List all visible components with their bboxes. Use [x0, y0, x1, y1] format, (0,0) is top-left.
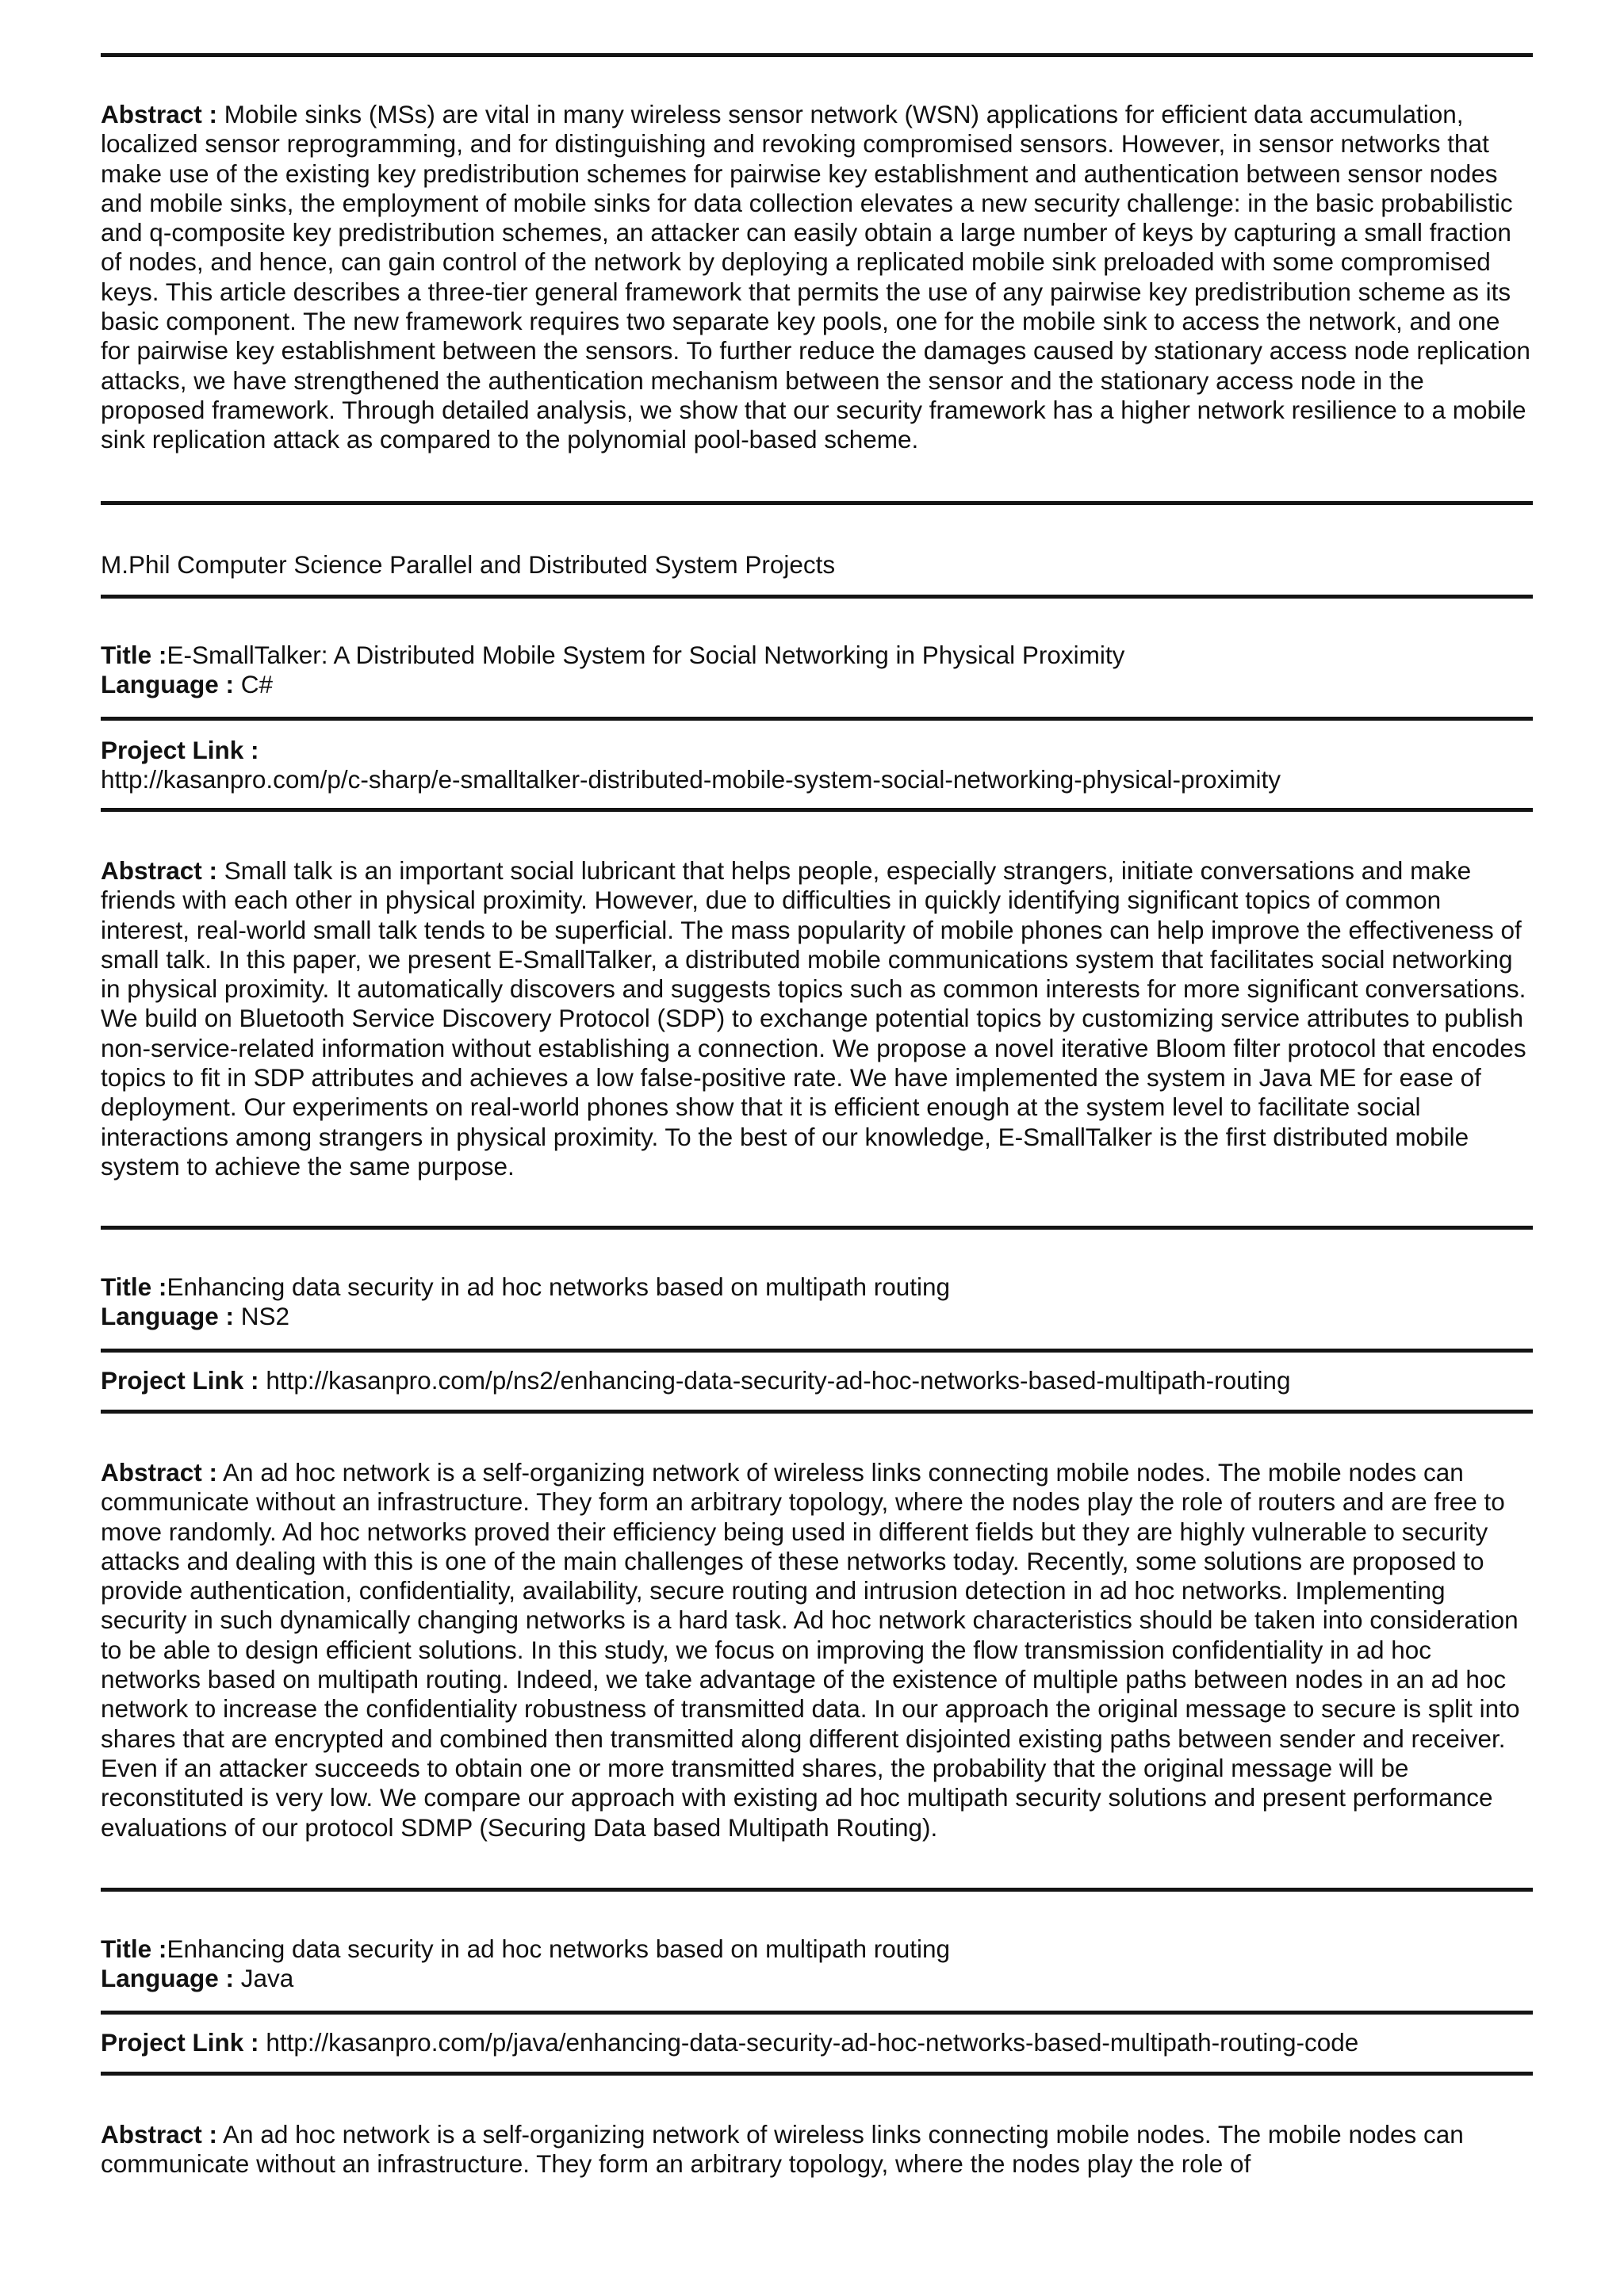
- abstract-block: [101, 2120, 1533, 2179]
- abstract-label: Abstract :: [101, 100, 218, 128]
- project-title: Enhancing data security in ad hoc networks based on multipath routing: [167, 1272, 951, 1301]
- language-label: Language :: [101, 1964, 235, 1993]
- category-heading: M.Phil Computer Science Parallel and Distributed System Projects: [101, 550, 836, 579]
- divider: [101, 595, 1533, 599]
- title-label: Title :: [101, 1934, 167, 1963]
- abstract-label: Abstract :: [101, 1458, 218, 1487]
- language-line: [101, 1302, 1533, 1331]
- title-line: [101, 1272, 1533, 1302]
- divider: [101, 501, 1533, 505]
- language-value: NS2: [240, 1302, 290, 1331]
- language-value: C#: [240, 670, 274, 699]
- title-label: Title :: [101, 641, 167, 669]
- divider: [101, 1888, 1533, 1892]
- language-line: [101, 1964, 1533, 1993]
- abstract-block: [101, 856, 1533, 1181]
- title-block: [101, 1272, 1533, 1332]
- abstract-text: Mobile sinks (MSs) are vital in many wireless sensor network (WSN) applications for efficient data accumulation, localized sensor reprogramming, and for distinguishing and revoking compromised sensors. However, in sensor networks that make use of the existing key predistribution schemes for pairwise key establishment and authentication between sensor nodes and mobile sinks, the employment of mobile sinks for data collection elevates a new security challenge: in the basic probabilistic and q-composite key predistribution schemes, an attacker can easily obtain a large number of keys by capturing a small fraction of nodes, and hence, can gain control of the network by deploying a replicated mobile sink preloaded with some compromised keys. This article describes a three-tier general framework that permits the use of any pairwise key predistribution scheme as its basic component. The new framework requires two separate key pools, one for the mobile sink to access the network, and one for pairwise key establishment between the sensors. To further reduce the damages caused by stationary access node replication attacks, we have strengthened the authentication mechanism between the sensor and the stationary access node in the proposed framework. Through detailed analysis, we show that our security framework has a higher network resilience to a mobile sink replication attack as compared to the polynomial pool-based scheme.: [101, 100, 1530, 454]
- project-link-label: Project Link :: [101, 2028, 259, 2057]
- project-link-block: [101, 1366, 1533, 1395]
- divider: [101, 2072, 1533, 2076]
- title-block: [101, 641, 1533, 700]
- abstract-block: [101, 1458, 1533, 1843]
- abstract-label: Abstract :: [101, 856, 218, 885]
- title-line: [101, 641, 1533, 670]
- language-label: Language :: [101, 670, 235, 699]
- project-link[interactable]: http://kasanpro.com/p/c-sharp/e-smalltalker-distributed-mobile-system-social-networking-physical-proximity: [101, 765, 1281, 794]
- divider: [101, 1226, 1533, 1230]
- language-label: Language :: [101, 1302, 235, 1331]
- project-link[interactable]: http://kasanpro.com/p/java/enhancing-data-security-ad-hoc-networks-based-multipath-routing-code: [266, 2028, 1359, 2057]
- project-link-label: Project Link :: [101, 736, 259, 764]
- abstract-label: Abstract :: [101, 2120, 218, 2149]
- project-link-block: [101, 736, 1533, 795]
- project-title: Enhancing data security in ad hoc networks based on multipath routing: [167, 1934, 951, 1963]
- divider: [101, 1349, 1533, 1353]
- project-link-label: Project Link :: [101, 1366, 259, 1395]
- abstract-text: An ad hoc network is a self-organizing network of wireless links connecting mobile nodes. The mobile nodes can communicate without an infrastructure. They form an arbitrary topology, where the nodes play the role of routers and are free to move randomly. Ad hoc networks proved their efficiency being used in different fields but they are highly vulnerable to security attacks and dealing with this is one of the main challenges of these networks today. Recently, some solutions are proposed to provide authentication, confidentiality, availability, secure routing and intrusion detection in ad hoc networks. Implementing security in such dynamically changing networks is a hard task. Ad hoc network characteristics should be taken into consideration to be able to design efficient solutions. In this study, we focus on improving the flow transmission confidentiality in ad hoc networks based on multipath routing. Indeed, we take advantage of the existence of multiple paths between nodes in an ad hoc network to increase the confidentiality robustness of transmitted data. In our approach the original message to secure is split into shares that are encrypted and combined then transmitted along different disjointed existing paths between sender and receiver. Even if an attacker succeeds to obtain one or more transmitted shares, the probability that the original message will be reconstituted is very low. We compare our approach with existing ad hoc multipath security solutions and present performance evaluations of our protocol SDMP (Securing Data based Multipath Routing).: [101, 1458, 1520, 1842]
- title-label: Title :: [101, 1272, 167, 1301]
- abstract-text: An ad hoc network is a self-organizing network of wireless links connecting mobile nodes. The mobile nodes can communicate without an infrastructure. They form an arbitrary topology, where the nodes play the role of: [101, 2120, 1464, 2179]
- project-title: E-SmallTalker: A Distributed Mobile System for Social Networking in Physical Proximity: [167, 641, 1125, 669]
- project-link-block: [101, 2028, 1533, 2057]
- divider: [101, 808, 1533, 812]
- divider: [101, 53, 1533, 57]
- divider: [101, 1410, 1533, 1414]
- abstract-text: Small talk is an important social lubricant that helps people, especially strangers, initiate conversations and make friends with each other in physical proximity. However, due to difficulties in quickly identifying significant topics of common interest, real-world small talk tends to be superficial. The mass popularity of mobile phones can help improve the effectiveness of small talk. In this paper, we present E-SmallTalker, a distributed mobile communications system that facilitates social networking in physical proximity. It automatically discovers and suggests topics such as common interests for more significant conversations. We build on Bluetooth Service Discovery Protocol (SDP) to exchange potential topics by customizing service attributes to publish non-service-related information without establishing a connection. We propose a novel iterative Bloom filter protocol that encodes topics to fit in SDP attributes and achieves a low false-positive rate. We have implemented the system in Java ME for ease of deployment. Our experiments on real-world phones show that it is efficient enough at the system level to facilitate social interactions among strangers in physical proximity. To the best of our knowledge, E-SmallTalker is the first distributed mobile system to achieve the same purpose.: [101, 856, 1526, 1181]
- title-block: [101, 1934, 1533, 1994]
- divider: [101, 2011, 1533, 2015]
- language-value: Java: [240, 1964, 294, 1993]
- divider: [101, 717, 1533, 721]
- project-link[interactable]: http://kasanpro.com/p/ns2/enhancing-data-security-ad-hoc-networks-based-multipath-routing: [266, 1366, 1291, 1395]
- abstract-block: [101, 100, 1533, 455]
- language-line: [101, 670, 1533, 699]
- title-line: [101, 1934, 1533, 1964]
